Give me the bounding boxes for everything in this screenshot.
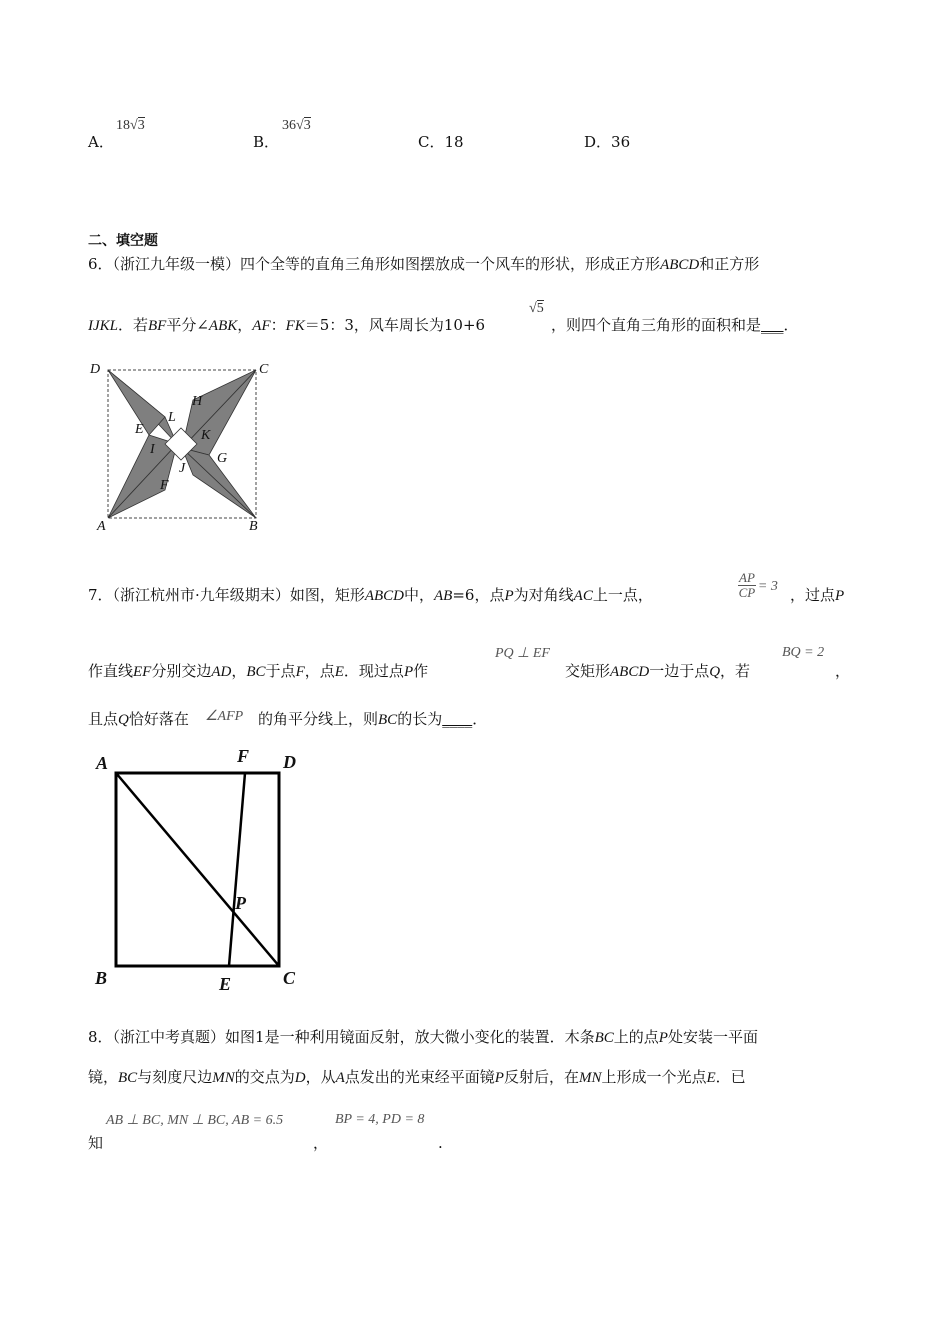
option-b-label: B． — [253, 133, 280, 151]
q7-label-e: E — [219, 974, 232, 994]
q7-answer-blank: ____ — [442, 710, 473, 728]
q6-label-k: K — [201, 428, 211, 443]
q6-label-e: E — [135, 422, 144, 437]
option-b — [253, 132, 279, 152]
q7-line1-tail: ，过点P — [790, 586, 845, 604]
option-a — [88, 132, 114, 152]
q6-label-a: A — [97, 519, 106, 534]
q8-period: . — [438, 1134, 443, 1152]
q7-line3-tail: 的角平分线上，则BC的长为____． — [258, 710, 488, 728]
q8-comma: ， — [313, 1134, 329, 1152]
q7-line3: 且点Q恰好落在 — [88, 710, 189, 728]
option-d: D．36 — [584, 133, 631, 151]
q7-label-p: P — [235, 893, 246, 913]
q7-line2: 作直线EF分别交边AD，BC于点F，点E．现过点P作 — [88, 662, 429, 680]
q8-condition-1: AB ⊥ BC, MN ⊥ BC, AB = 6.5 — [106, 1113, 284, 1128]
q6-perimeter-radical: √5 — [529, 301, 544, 316]
section-title: 二、填空题 — [88, 233, 158, 249]
q6-label-h: H — [192, 394, 203, 409]
q7-label-c: C — [283, 968, 296, 988]
q6-line1: 6．（浙江九年级一模）四个全等的直角三角形如图摆放成一个风车的形状，形成正方形ABCD和正方形 — [88, 255, 760, 273]
q7-line2-end: ， — [835, 662, 851, 680]
q7-ratio: $\frac{AP}{CP}$ = 3 — [738, 570, 778, 600]
q6-label-l: L — [168, 410, 176, 425]
q7-line1: 7．（浙江杭州市·九年级期末）如图，矩形ABCD中，AB=6，点P为对角线AC上一点， — [88, 586, 653, 604]
line-ef — [229, 773, 245, 966]
q6-label-d: D — [90, 362, 101, 377]
q7-bq-condition: BQ = 2 — [782, 645, 825, 660]
q6-label-f: F — [160, 478, 169, 493]
q8-condition-2: BP = 4, PD = 8 — [335, 1112, 425, 1127]
q7-label-d: D — [283, 752, 296, 772]
q6-label-i: I — [150, 442, 155, 457]
option-c: C．18 — [418, 133, 464, 151]
q6-label-c: C — [259, 362, 269, 377]
diagonal-ac — [116, 773, 279, 966]
option-a-label: A． — [88, 133, 114, 151]
q8-line3-start: 知 — [88, 1134, 104, 1152]
q6-line2: IJKL．若BF平分∠ABK，AF：FK＝5：3，风车周长为10+6 — [88, 316, 486, 334]
option-a-value: 18√3 — [116, 118, 145, 133]
q6-label-b: B — [249, 519, 258, 534]
q7-label-b: B — [95, 968, 108, 988]
q6-label-g: G — [217, 451, 228, 466]
q7-angle: ∠AFP — [205, 709, 244, 724]
q6-line2-tail: ，则四个直角三角形的面积和是___． — [551, 316, 799, 334]
q8-line2: 镜，BC与刻度尺边MN的交点为D，从A点发出的光束经平面镜P反射后，在MN上形成一个光点E．已 — [88, 1068, 746, 1086]
q7-line2-mid: 交矩形ABCD一边于点Q，若 — [565, 662, 751, 680]
option-b-value: 36√3 — [282, 118, 311, 133]
q6-label-j: J — [179, 461, 186, 476]
q7-rectangle-figure — [90, 745, 320, 995]
q8-line1: 8．（浙江中考真题）如图1是一种利用镜面反射，放大微小变化的装置．木条BC上的点P处安装一平面 — [88, 1028, 758, 1046]
q7-perp-condition: PQ ⊥ EF — [495, 646, 550, 661]
q7-label-f: F — [237, 746, 250, 766]
q7-label-a: A — [96, 753, 109, 773]
q6-answer-blank: ___ — [761, 316, 784, 334]
q6-windmill-figure — [85, 360, 280, 538]
